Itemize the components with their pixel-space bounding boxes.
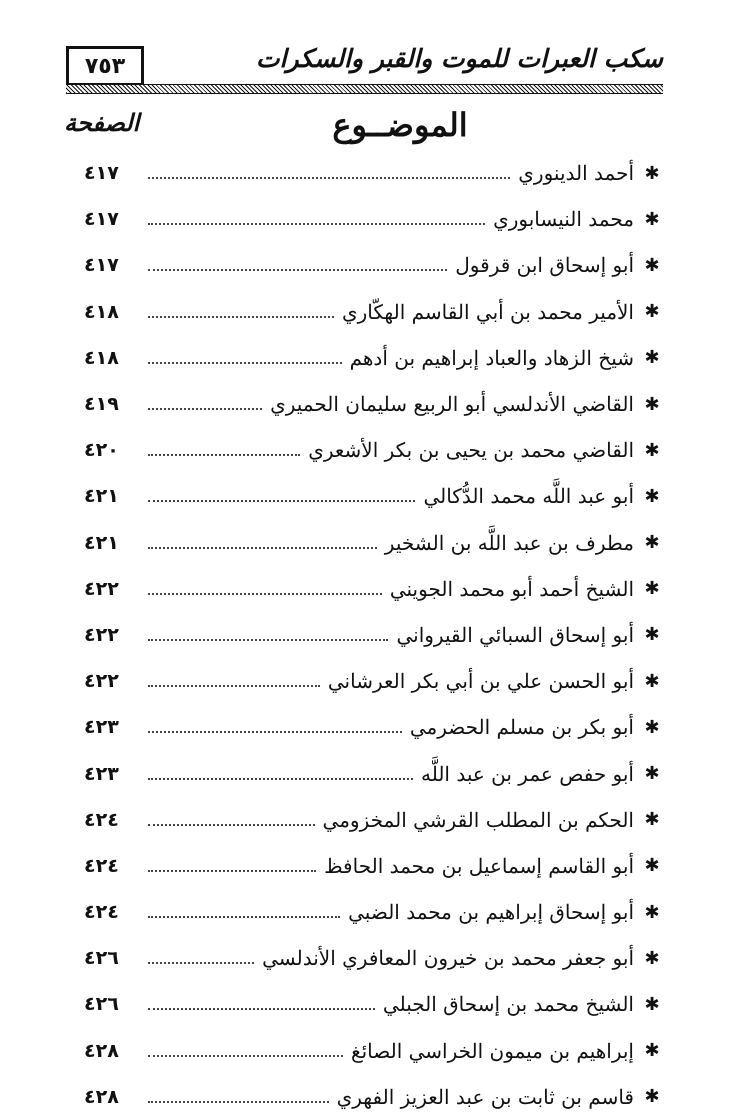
dot-leader xyxy=(148,962,254,964)
asterisk-bullet-icon: ✱ xyxy=(644,855,660,877)
asterisk-bullet-icon: ✱ xyxy=(644,993,660,1015)
entry-page-number: ٤١٩ xyxy=(84,393,119,416)
asterisk-bullet-icon: ✱ xyxy=(644,1086,660,1108)
entry-page-number: ٤٢١ xyxy=(84,485,119,508)
toc-entry xyxy=(84,1028,664,1074)
asterisk-bullet-icon: ✱ xyxy=(644,1040,660,1062)
toc-entry xyxy=(84,658,664,704)
entry-title: أحمد الدينوري xyxy=(518,161,634,186)
toc-entry xyxy=(84,289,664,335)
column-header-page: الصفحة xyxy=(64,108,140,137)
entry-page-number: ٤٢٢ xyxy=(84,623,119,646)
toc-entry xyxy=(84,935,664,981)
dot-leader xyxy=(148,639,388,641)
dot-leader xyxy=(148,778,413,780)
toc-entry xyxy=(84,750,664,796)
entry-title: أبو إسحاق إبراهيم بن محمد الضبي xyxy=(348,900,634,925)
entry-title: أبو عبد اللَّه محمد الدُّكالي xyxy=(423,484,634,509)
entry-page-number: ٤٢٤ xyxy=(84,808,119,831)
page-number: ٧٥٣ xyxy=(66,46,144,86)
toc-entry xyxy=(84,427,664,473)
entry-title: محمد النيسابوري xyxy=(493,207,634,232)
entry-title: قاسم بن ثابت بن عبد العزيز الفهري xyxy=(336,1084,634,1109)
entry-page-number: ٤٢٢ xyxy=(84,670,119,693)
asterisk-bullet-icon: ✱ xyxy=(644,254,660,276)
book-title: سكب العبرات للموت والقبر والسكرات xyxy=(256,44,663,73)
entry-page-number: ٤٢٣ xyxy=(84,762,119,785)
toc-entry xyxy=(84,797,664,843)
entry-title: القاضي الأندلسي أبو الربيع سليمان الحميري xyxy=(270,392,634,417)
asterisk-bullet-icon: ✱ xyxy=(644,716,660,738)
entry-title: الشيخ أحمد أبو محمد الجويني xyxy=(389,576,634,601)
header-divider xyxy=(66,84,663,94)
asterisk-bullet-icon: ✱ xyxy=(644,578,660,600)
asterisk-bullet-icon: ✱ xyxy=(644,208,660,230)
asterisk-bullet-icon: ✱ xyxy=(644,301,660,323)
dot-leader xyxy=(148,1055,343,1057)
entry-page-number: ٤٢٣ xyxy=(84,716,119,739)
toc-entry xyxy=(84,843,664,889)
toc-entry xyxy=(84,566,664,612)
entry-page-number: ٤٢٤ xyxy=(84,854,119,877)
toc-entry xyxy=(84,889,664,935)
toc-entry xyxy=(84,704,664,750)
entry-title: القاضي محمد بن يحيى بن بكر الأشعري xyxy=(308,438,634,463)
toc-entry xyxy=(84,381,664,427)
dot-leader xyxy=(148,1101,329,1103)
entry-title: أبو إسحاق ابن قرقول xyxy=(455,253,634,278)
asterisk-bullet-icon: ✱ xyxy=(644,347,660,369)
asterisk-bullet-icon: ✱ xyxy=(644,162,660,184)
dot-leader xyxy=(148,870,316,872)
dot-leader xyxy=(148,500,415,502)
toc-entry xyxy=(84,196,664,242)
entry-title: مطرف بن عبد اللَّه بن الشخير xyxy=(384,530,634,555)
dot-leader xyxy=(148,731,402,733)
toc-entry xyxy=(84,981,664,1027)
dot-leader xyxy=(148,362,342,364)
dot-leader xyxy=(148,223,485,225)
entry-page-number: ٤١٨ xyxy=(84,300,119,323)
entry-title: أبو جعفر محمد بن خيرون المعافري الأندلسي xyxy=(262,946,634,971)
asterisk-bullet-icon: ✱ xyxy=(644,809,660,831)
asterisk-bullet-icon: ✱ xyxy=(644,532,660,554)
asterisk-bullet-icon: ✱ xyxy=(644,901,660,923)
entry-title: الأمير محمد بن أبي القاسم الهكّاري xyxy=(341,299,634,324)
dot-leader xyxy=(148,454,300,456)
column-header-topic: الموضــوع xyxy=(332,106,468,144)
entry-page-number: ٤٢٢ xyxy=(84,577,119,600)
dot-leader xyxy=(148,177,510,179)
entry-title: شيخ الزهاد والعباد إبراهيم بن أدهم xyxy=(349,345,634,370)
entry-page-number: ٤١٧ xyxy=(84,162,119,185)
entry-title: أبو إسحاق السبائي القيرواني xyxy=(396,622,634,647)
dot-leader xyxy=(148,408,262,410)
dot-leader xyxy=(148,547,377,549)
entry-page-number: ٤٢٤ xyxy=(84,901,119,924)
entry-page-number: ٤١٧ xyxy=(84,254,119,277)
entry-page-number: ٤١٨ xyxy=(84,346,119,369)
toc-entry xyxy=(84,520,664,566)
entry-page-number: ٤١٧ xyxy=(84,208,119,231)
toc-entry xyxy=(84,612,664,658)
toc-entry xyxy=(84,1074,664,1120)
dot-leader xyxy=(148,916,340,918)
toc-entry xyxy=(84,150,664,196)
entry-title: إبراهيم بن ميمون الخراسي الصائغ xyxy=(350,1038,634,1063)
entry-title: أبو بكر بن مسلم الحضرمي xyxy=(409,715,634,740)
entry-page-number: ٤٢٠ xyxy=(84,439,119,462)
asterisk-bullet-icon: ✱ xyxy=(644,485,660,507)
entry-title: أبو الحسن علي بن أبي بكر العرشاني xyxy=(327,669,634,694)
asterisk-bullet-icon: ✱ xyxy=(644,763,660,785)
toc-entry xyxy=(84,473,664,519)
entry-page-number: ٤٢٦ xyxy=(84,993,119,1016)
asterisk-bullet-icon: ✱ xyxy=(644,393,660,415)
entry-page-number: ٤٢١ xyxy=(84,531,119,554)
dot-leader xyxy=(148,685,320,687)
entry-title: أبو حفص عمر بن عبد اللَّه xyxy=(420,761,634,786)
asterisk-bullet-icon: ✱ xyxy=(644,439,660,461)
toc-entry xyxy=(84,242,664,288)
dot-leader xyxy=(148,824,315,826)
entry-page-number: ٤٢٨ xyxy=(84,1039,119,1062)
asterisk-bullet-icon: ✱ xyxy=(644,624,660,646)
entry-title: الحكم بن المطلب القرشي المخزومي xyxy=(322,807,634,832)
asterisk-bullet-icon: ✱ xyxy=(644,947,660,969)
dot-leader xyxy=(148,269,447,271)
dot-leader xyxy=(148,316,334,318)
dot-leader xyxy=(148,1008,375,1010)
toc-entry xyxy=(84,335,664,381)
entry-title: أبو القاسم إسماعيل بن محمد الحافظ xyxy=(324,853,634,878)
entry-page-number: ٤٢٦ xyxy=(84,947,119,970)
entry-title: الشيخ محمد بن إسحاق الجبلي xyxy=(382,992,634,1017)
table-of-contents xyxy=(84,150,664,1120)
asterisk-bullet-icon: ✱ xyxy=(644,670,660,692)
dot-leader xyxy=(148,593,382,595)
entry-page-number: ٤٢٨ xyxy=(84,1085,119,1108)
